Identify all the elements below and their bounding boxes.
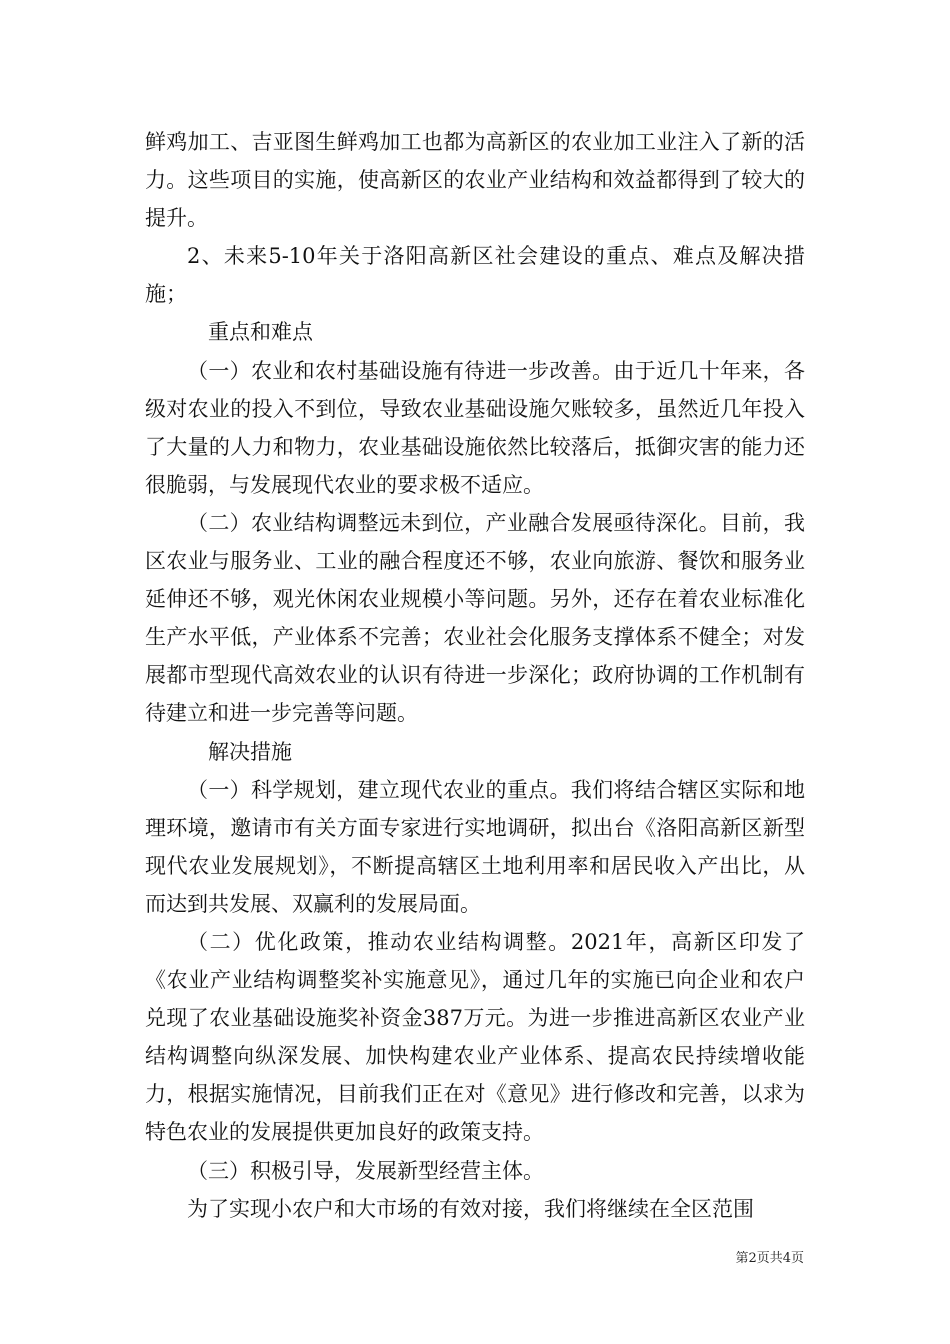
- paragraph-solution-3-text: 为了实现小农户和大市场的有效对接，我们将继续在全区范围: [187, 1196, 754, 1221]
- paragraph-point-2: （二）农业结构调整远未到位，产业融合发展亟待深化。目前，我区农业与服务业、工业的融合程度还不够，农业向旅游、餐饮和服务业延伸还不够，观光休闲农业规模小等问题。另外，还存在着农业标准化生产水平低，产业体系不完善；农业社会化服务支撑体系不健全；对发展都市型现代高效农业的认识有待进一步深化；政府协调的工作机制有待建立和进一步完善等问题。: [145, 510, 805, 726]
- document-body: [145, 123, 805, 1228]
- paragraph-solution-3-heading: （三）积极引导，发展新型经营主体。: [187, 1158, 544, 1183]
- page-number: 第2页共4页: [735, 1251, 804, 1266]
- paragraph-solution-2: （二）优化政策，推动农业结构调整。2021年，高新区印发了《农业产业结构调整奖补实施意见》，通过几年的实施已向企业和农户兑现了农业基础设施奖补资金387万元。为进一步推进高新区农业产业结构调整向纵深发展、加快构建农业产业体系、提高农民持续增收能力，根据实施情况，目前我们正在对《意见》进行修改和完善，以求为特色农业的发展提供更加良好的政策支持。: [145, 929, 805, 1145]
- paragraph-continuation: 鲜鸡加工、吉亚图生鲜鸡加工也都为高新区的农业加工业注入了新的活力。这些项目的实施，使高新区的农业产业结构和效益都得到了较大的提升。: [145, 130, 805, 231]
- paragraph-point-1: （一）农业和农村基础设施有待进一步改善。由于近几十年来，各级对农业的投入不到位，导致农业基础设施欠账较多，虽然近几年投入了大量的人力和物力，农业基础设施依然比较落后，抵御灾害的能力还很脆弱，与发展现代农业的要求极不适应。: [145, 358, 805, 497]
- paragraph-solution-1: （一）科学规划，建立现代农业的重点。我们将结合辖区实际和地理环境，邀请市有关方面专家进行实地调研，拟出台《洛阳高新区新型现代农业发展规划》，不断提高辖区土地利用率和居民收入产出比，从而达到共发展、双赢利的发展局面。: [145, 777, 805, 916]
- subheading-solutions: 解决措施: [208, 739, 292, 764]
- subheading-key-points: 重点和难点: [208, 320, 313, 345]
- section-heading-2: 2、未来5-10年关于洛阳高新区社会建设的重点、难点及解决措施；: [145, 244, 805, 307]
